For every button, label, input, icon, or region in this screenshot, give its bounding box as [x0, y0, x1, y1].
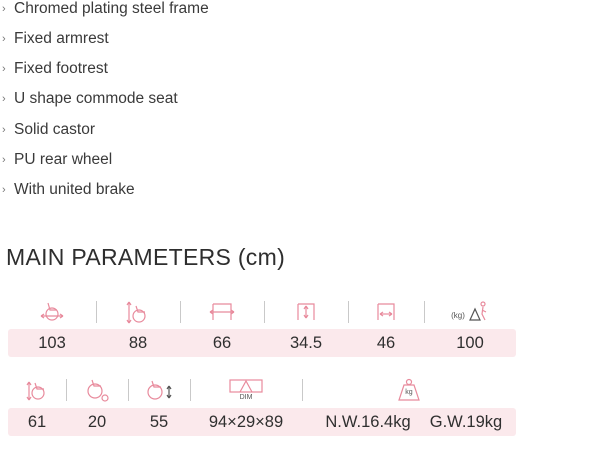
chair-width-icon — [348, 297, 424, 327]
feature-label: Fixed armrest — [14, 30, 109, 47]
parameter-value: 88 — [128, 333, 148, 352]
feature-label: With united brake — [14, 181, 135, 198]
parameter-value: 94×29×89 — [208, 412, 284, 431]
bullet-icon: › — [2, 3, 6, 15]
parameter-value-row-2 — [8, 408, 516, 436]
parameter-icon-row-2 — [8, 375, 516, 405]
parameter-icon-row-1 — [8, 297, 516, 327]
seat-width-icon — [180, 297, 264, 327]
feature-item — [0, 29, 109, 49]
feature-label: PU rear wheel — [14, 151, 113, 168]
parameter-value: 103 — [38, 333, 66, 352]
chair-length-icon — [8, 297, 96, 327]
weight-icon — [302, 375, 516, 405]
section-title: MAIN PARAMETERS (cm) — [6, 244, 286, 270]
front-wheel-icon — [66, 375, 128, 405]
parameter-value: 46 — [376, 333, 396, 352]
parameter-value: 100 — [456, 333, 484, 352]
parameter-value: 61 — [27, 412, 47, 431]
bullet-icon: › — [2, 63, 6, 75]
carton-dim-label: DIM — [239, 394, 253, 401]
parameter-value: N.W.16.4kg — [325, 412, 411, 431]
max-load-unit: (kg) — [451, 310, 465, 320]
feature-label: Chromed plating steel frame — [14, 0, 209, 17]
parameter-value: 34.5 — [289, 333, 323, 352]
parameter-value: 55 — [149, 412, 169, 431]
rear-wheel-icon — [128, 375, 190, 405]
carton-dim-icon — [190, 375, 302, 405]
bullet-icon: › — [2, 184, 6, 196]
parameter-value: 20 — [87, 412, 107, 431]
feature-item — [0, 89, 178, 109]
parameter-value: 66 — [212, 333, 232, 352]
feature-item — [0, 150, 112, 170]
max-load-icon — [424, 297, 516, 327]
feature-label: U shape commode seat — [14, 90, 178, 107]
seat-height-icon — [8, 375, 66, 405]
bullet-icon: › — [2, 154, 6, 166]
feature-label: Fixed footrest — [14, 60, 108, 77]
weight-kg-label: kg — [405, 389, 413, 396]
feature-item — [0, 180, 135, 200]
chair-height-icon — [96, 297, 180, 327]
bullet-icon: › — [2, 33, 6, 45]
feature-label: Solid castor — [14, 121, 95, 138]
bullet-icon: › — [2, 124, 6, 136]
parameter-value-row-1 — [8, 329, 516, 357]
feature-item — [0, 120, 95, 140]
feature-item — [0, 0, 209, 19]
seat-depth-icon — [264, 297, 348, 327]
feature-item — [0, 59, 108, 79]
bullet-icon: › — [2, 93, 6, 105]
parameter-value: G.W.19kg — [429, 412, 503, 431]
